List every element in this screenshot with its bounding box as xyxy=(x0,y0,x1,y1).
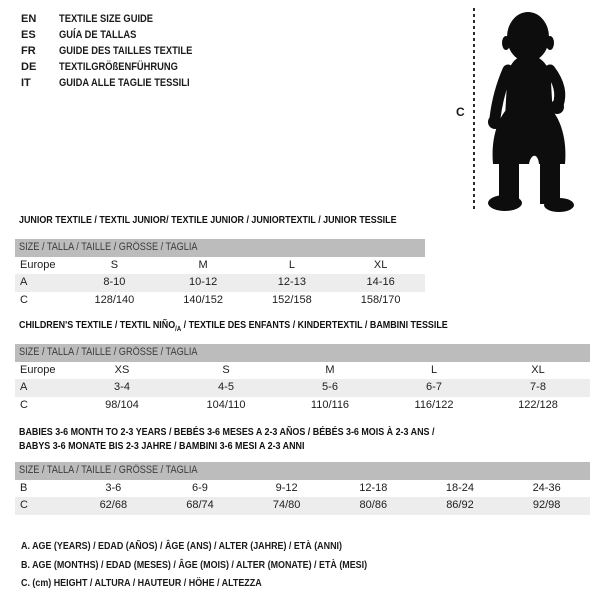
table-row xyxy=(15,292,425,310)
table-cell: 9-12 xyxy=(275,481,298,494)
language-row xyxy=(21,59,216,75)
language-code: DE xyxy=(21,61,37,73)
language-row xyxy=(21,43,216,59)
legend-line-b: B. AGE (MONTHS) / EDAD (MESES) / ÂGE (MOIS) / ALTER (MONATE) / ETÀ (MESI) xyxy=(21,558,368,571)
table-cell: 116/122 xyxy=(414,398,454,411)
table-cell: XS xyxy=(114,363,130,376)
table-cell: 4-5 xyxy=(174,379,278,397)
children-size-table xyxy=(15,344,590,414)
table-cell: 140/152 xyxy=(183,293,223,306)
table-cell: XL xyxy=(373,258,388,271)
table-cell: 3-6 xyxy=(105,481,122,494)
table-cell: 62/68 xyxy=(70,497,157,515)
children-title-part2: / TEXTILE DES ENFANTS / KINDERTEXTIL / BAMBINI TESSILE xyxy=(181,319,448,331)
table-cell: M xyxy=(325,363,335,376)
table-header-row xyxy=(15,462,590,480)
table-cell: 152/158 xyxy=(271,293,312,306)
children-table-title xyxy=(19,318,448,337)
table-cell: 3-4 xyxy=(70,379,174,397)
table-cell: A xyxy=(15,274,70,292)
size-header-bar: SIZE / TALLA / TAILLE / GRÖSSE / TAGLIA xyxy=(15,462,590,480)
height-measure-dashed-line xyxy=(473,8,475,210)
language-code: FR xyxy=(21,45,36,57)
table-cell: 110/116 xyxy=(310,398,350,411)
language-title-block xyxy=(21,11,216,91)
babies-size-table xyxy=(15,462,590,515)
table-cell: S xyxy=(110,258,119,271)
language-title: GUÍA DE TALLAS xyxy=(59,29,137,41)
children-title-subscript: /A xyxy=(175,326,182,334)
children-title-part1: CHILDREN'S TEXTILE / TEXTIL NIÑO xyxy=(19,319,176,331)
table-row xyxy=(15,362,590,380)
table-cell: Europe xyxy=(20,258,56,271)
language-row xyxy=(21,11,216,27)
table-cell: 104/110 xyxy=(206,398,246,411)
table-cell: C xyxy=(20,398,28,411)
table-cell: 68/74 xyxy=(157,497,244,515)
table-cell: 6-9 xyxy=(192,481,208,494)
babies-table-title xyxy=(19,425,434,453)
table-cell: 10-12 xyxy=(159,274,248,292)
language-code: IT xyxy=(21,77,31,89)
table-cell: 8-10 xyxy=(70,274,159,292)
table-cell: L xyxy=(430,363,438,376)
table-cell: C xyxy=(20,293,28,306)
legend-line-c: C. (cm) HEIGHT / ALTURA / HAUTEUR / HÖHE / ALTEZZA xyxy=(21,577,262,589)
table-header-row xyxy=(15,239,425,257)
babies-title-line1: BABIES 3-6 MONTH TO 2-3 YEARS / BEBÉS 3-6 MESES A 2-3 AÑOS / BÉBÉS 3-6 MOIS À 2-3 ANS / xyxy=(19,426,435,438)
language-title: TEXTILGRÖßENFÜHRUNG xyxy=(59,61,178,73)
table-cell: Europe xyxy=(20,363,56,376)
table-cell: 80/86 xyxy=(330,497,417,515)
table-cell: M xyxy=(198,258,208,271)
table-cell: 158/170 xyxy=(360,293,401,306)
height-label-c: C xyxy=(456,105,465,119)
table-row xyxy=(15,480,590,498)
junior-size-table xyxy=(15,239,425,309)
size-header-bar: SIZE / TALLA / TAILLE / GRÖSSE / TAGLIA xyxy=(15,239,425,257)
table-cell: 92/98 xyxy=(503,497,590,515)
table-row xyxy=(15,379,590,397)
baby-silhouette-figure xyxy=(440,0,600,215)
language-title: TEXTILE SIZE GUIDE xyxy=(59,13,154,25)
table-cell: 6-7 xyxy=(382,379,486,397)
table-header-row xyxy=(15,344,590,362)
table-cell: C xyxy=(15,497,70,515)
legend-block xyxy=(21,536,600,592)
table-cell: 86/92 xyxy=(417,497,504,515)
table-cell: L xyxy=(288,258,295,271)
table-cell: 14-16 xyxy=(336,274,425,292)
table-row xyxy=(15,257,425,275)
legend-line-a: A. AGE (YEARS) / EDAD (AÑOS) / ÂGE (ANS) / ALTER (JAHRE) / ETÀ (ANNI) xyxy=(21,540,342,552)
table-cell: 74/80 xyxy=(243,497,330,515)
language-code: ES xyxy=(21,29,36,41)
table-cell: 24-36 xyxy=(532,481,561,494)
table-cell: 98/104 xyxy=(105,398,139,411)
table-cell: 128/140 xyxy=(94,293,135,306)
table-cell: A xyxy=(15,379,70,397)
table-row xyxy=(15,397,590,415)
table-cell: B xyxy=(20,481,28,494)
table-cell: 5-6 xyxy=(278,379,382,397)
size-header-bar: SIZE / TALLA / TAILLE / GRÖSSE / TAGLIA xyxy=(15,344,590,362)
table-cell: S xyxy=(222,363,230,376)
language-title: GUIDE DES TAILLES TEXTILE xyxy=(59,45,193,57)
table-cell: XL xyxy=(531,363,545,376)
babies-title-line2: BABYS 3-6 MONATE BIS 2-3 JAHRE / BAMBINI 3-6 MESI A 2-3 ANNI xyxy=(19,440,305,452)
table-row xyxy=(15,274,425,292)
table-row xyxy=(15,497,590,515)
table-cell: 7-8 xyxy=(486,379,590,397)
table-cell: 18-24 xyxy=(445,481,475,494)
language-row xyxy=(21,27,216,43)
junior-table-title: JUNIOR TEXTILE / TEXTIL JUNIOR/ TEXTILE JUNIOR / JUNIORTEXTIL / JUNIOR TESSILE xyxy=(19,214,397,226)
language-code: EN xyxy=(21,13,37,25)
table-cell: 12-18 xyxy=(359,481,388,494)
language-title: GUIDA ALLE TAGLIE TESSILI xyxy=(59,77,190,89)
language-row xyxy=(21,75,216,91)
table-cell: 122/128 xyxy=(518,398,558,411)
toddler-silhouette xyxy=(482,6,598,212)
table-cell: 12-13 xyxy=(248,274,337,292)
